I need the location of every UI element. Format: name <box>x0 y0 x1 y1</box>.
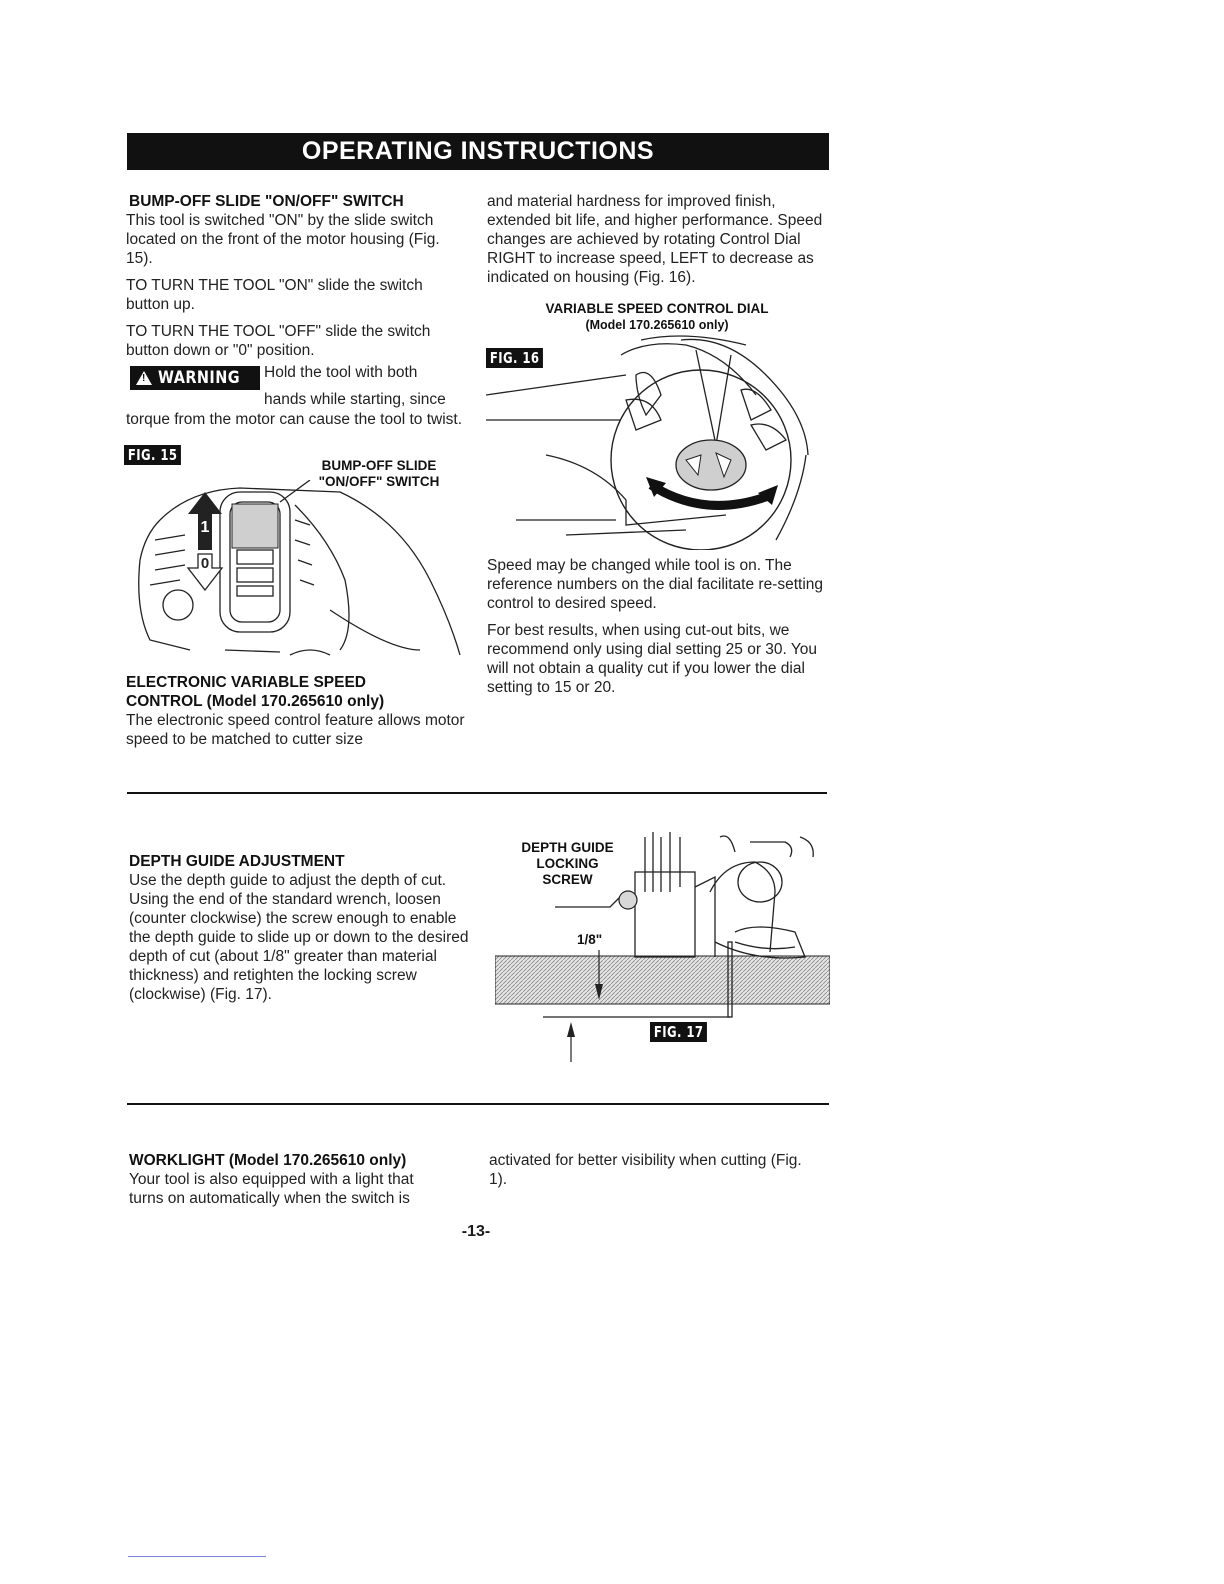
depth-heading: DEPTH GUIDE ADJUSTMENT <box>129 853 345 870</box>
right-para-cont: and material hardness for improved finish, extended bit life, and higher performance. Speed changes are achieved by rotating Control Dial RIGHT to increase speed, LEFT to decrease as indicated on housing (Fig. 16). <box>487 193 823 286</box>
fig15-mark-on: 1 <box>200 519 210 536</box>
fig15-switch-illustration <box>130 480 465 665</box>
right-para-best: For best results, when using cut-out bits, we recommend only using dial setting 25 or 30. You will not obtain a quality cut if you lower the dial setting to 15 or 20. <box>487 622 818 696</box>
worklight-right <box>489 1151 809 1189</box>
right-column-lower <box>487 556 827 697</box>
bump-off-para-2: TO TURN THE TOOL "ON" slide the switch button up. <box>126 277 423 313</box>
fig16-dial-illustration <box>486 335 826 550</box>
evs-heading-1: ELECTRONIC VARIABLE SPEED <box>126 674 366 691</box>
fig15-caption: BUMP-OFF SLIDE "ON/OFF" SWITCH <box>318 458 440 489</box>
section-banner: OPERATING INSTRUCTIONS <box>127 133 829 170</box>
evs-heading-2: CONTROL (Model 170.265610 only) <box>126 693 385 710</box>
divider-1 <box>127 792 827 794</box>
warning-badge: ! WARNING <box>130 366 260 390</box>
bump-off-para-1: This tool is switched "ON" by the slide switch located on the front of the motor housing (Fig. 15). <box>126 212 440 267</box>
footnote-rule <box>128 1556 266 1557</box>
fig17-label: FIG. 17 <box>650 1022 723 1042</box>
fig17-measure-label: 1/8" <box>577 932 603 947</box>
bump-off-heading: BUMP-OFF SLIDE "ON/OFF" SWITCH <box>129 193 404 210</box>
worklight-para-left: Your tool is also equipped with a light that turns on automatically when the switch is <box>129 1171 414 1207</box>
divider-2 <box>127 1103 829 1105</box>
worklight-section <box>129 1151 449 1208</box>
worklight-para-right: activated for better visibility when cutting (Fig. 1). <box>489 1152 802 1188</box>
bump-off-para-3: TO TURN THE TOOL "OFF" slide the switch button down or "0" position. <box>126 323 431 359</box>
fig17-caption: DEPTH GUIDE LOCKING SCREW <box>521 840 614 887</box>
warning-text-a: Hold the tool with both <box>264 364 418 381</box>
warning-text-c: torque from the motor can cause the tool to twist. <box>126 411 462 428</box>
right-column <box>487 192 827 287</box>
right-para-speed: Speed may be changed while tool is on. The reference numbers on the dial facilitate re-setting control to desired speed. <box>487 557 824 612</box>
warning-text-b: hands while starting, since <box>264 391 446 408</box>
bump-off-section <box>126 192 466 360</box>
page-number: -13- <box>461 1223 491 1240</box>
fig16-caption: VARIABLE SPEED CONTROL DIAL (Model 170.265610 only) <box>545 301 769 332</box>
fig16-label: FIG. 16 <box>486 348 559 368</box>
worklight-heading: WORKLIGHT (Model 170.265610 only) <box>129 1152 407 1169</box>
evs-para: The electronic speed control feature allows motor speed to be matched to cutter size <box>126 712 465 748</box>
evs-section <box>126 673 466 749</box>
depth-section <box>129 852 474 1004</box>
warning-triangle-icon <box>136 371 152 385</box>
fig15-label: FIG. 15 <box>124 445 197 465</box>
fig15-mark-off: 0 <box>200 555 210 572</box>
depth-para: Use the depth guide to adjust the depth of cut. Using the end of the standard wrench, loosen (counter clockwise) the screw enough to enable the depth guide to slide up or down to the desired depth of cut (about 1/8" greater than material thickness) and retighten the locking screw (clockwise) (Fig. 17). <box>129 872 469 1003</box>
